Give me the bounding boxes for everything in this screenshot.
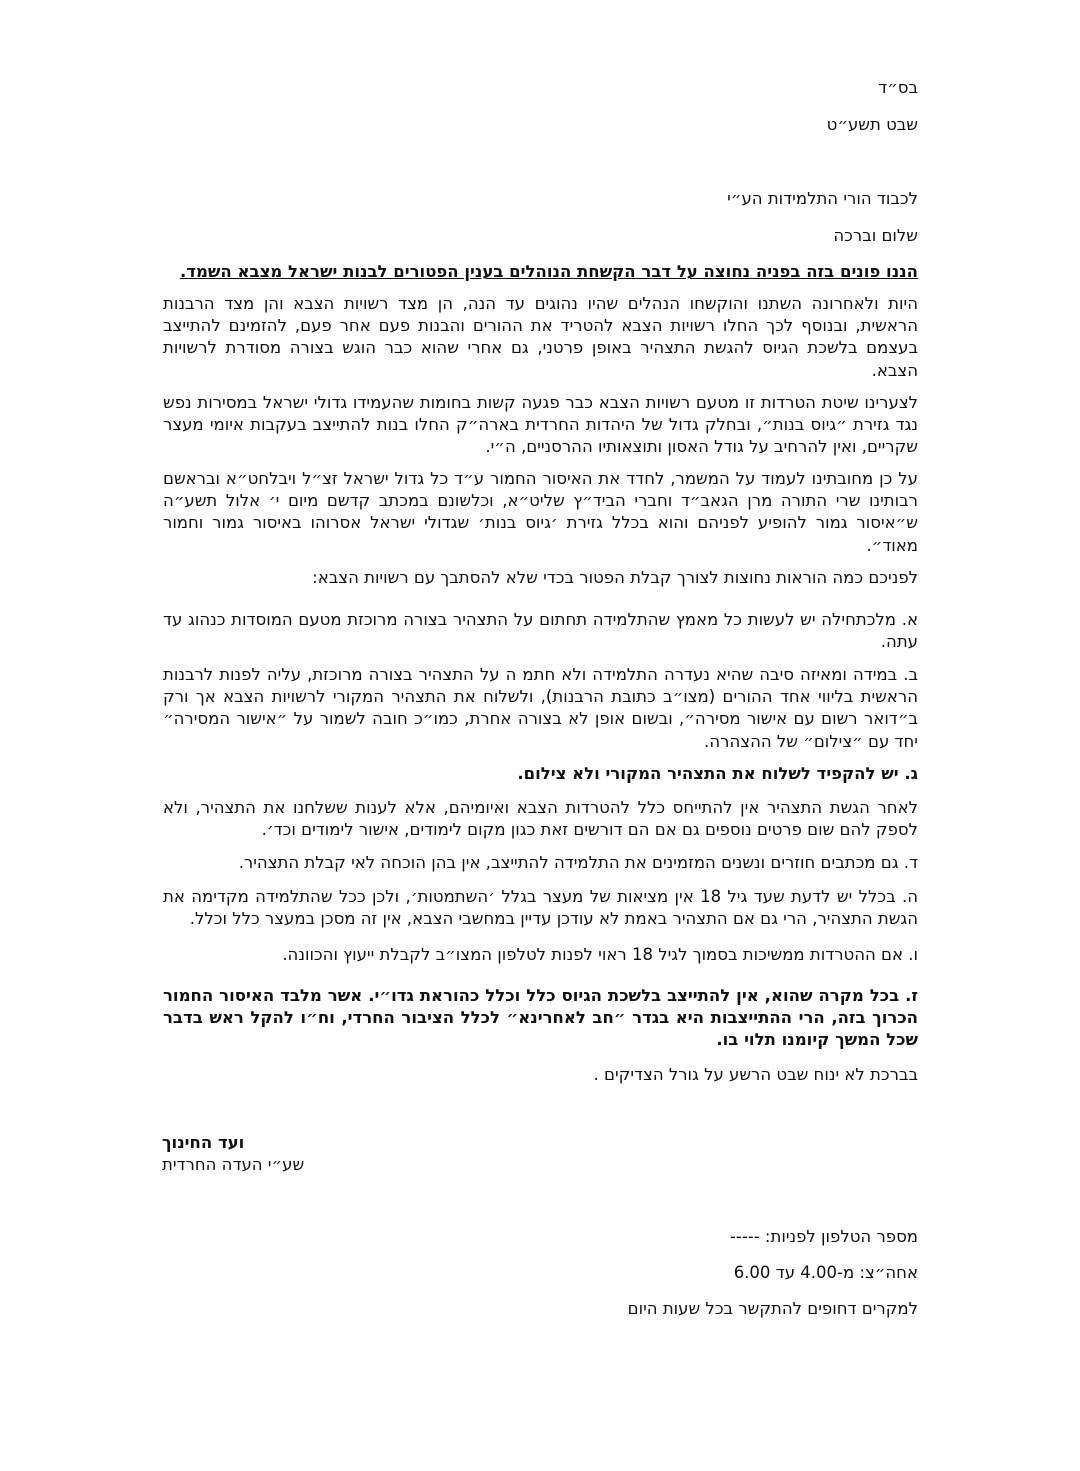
instruction-b: ב. במידה ומאיזה סיבה שהיא נעדרה התלמידה ולא חתמ ה על התצהיר בצורה מרוכזת, עליה לפנות לרבנות הראשית בליווי אחד ההורים (מצו״ב כתובת הרבנות), ולשלוח את התצהיר המקורי לרשויות הצבא אך ורק ב״דואר רשום עם אישור מסירה״, ובשום אופן לא בצורה אחרת, כמו״כ חובה לשמור על ״אישור המסירה״ יחד עם ״צילום״ של ההצהרה.: [163, 665, 918, 751]
instruction-e: ה. בכלל יש לדעת שעד גיל 18 אין מציאות של מעצר בגלל ׳השתמטות׳, ולכן ככל שהתלמידה מקדימה את הגשת התצהיר, הרי גם אם התצהיר באמת לא עודכן עדיין במחשבי הצבא, אין זה מסכן במעצר כלל וכלל.: [163, 887, 918, 929]
instruction-c: ג. יש להקפיד לשלוח את התצהיר המקורי ולא צילום.: [517, 764, 918, 783]
instruction-c-followup: לאחר הגשת התצהיר אין להתייחס כלל להטרדות הצבא ואיומיהם, אלא לענות ששלחנו את התצהיר, ולא לספק להם שום פרטים נוספים גם אם הם דורשים זאת כגון מקום לימודים, אישור לימודים וכד׳.: [163, 798, 918, 840]
greeting: שלום וברכה: [833, 226, 918, 245]
paragraph-2: לצערינו שיטת הטרדות זו מטעם רשויות הצבא כבר פגעה קשות בחומות שהעמידו גדולי ישראל במסירות נפש נגד גזירת ״גיוס בנות״, ובחלק גדול של היהדות החרדית בארה״ק החלו בנות להתייצב בעקבות איומי מעצר שקריים, ואין להרחיב על גודל האסון ותוצאותיו ההרסניים, ה״י.: [163, 393, 918, 457]
instruction-f: ו. אם ההטרדות ממשיכות בסמוך לגיל 18 ראוי לפנות לטלפון המצו״ב לקבלת ייעוץ והכוונה.: [282, 945, 918, 964]
contact-phone: מספר הטלפון לפניות: -----: [729, 1227, 918, 1246]
bsd-header: בס״ד: [878, 78, 918, 97]
subject-line: הננו פונים בזה בפניה נחוצה על דבר הקשחת הנוהלים בענין הפטורים לבנות ישראל מצבא השמד.: [180, 262, 918, 281]
contact-urgent: למקרים דחופים להתקשר בכל שעות היום: [627, 1299, 918, 1318]
paragraph-3: על כן מחובתינו לעמוד על המשמר, לחדד את האיסור החמור ע״ד כל גדול ישראל זצ״ל ויבלחט״א ובראשם רבותינו שרי התורה מרן הגאב״ד וחברי הביד״ץ שליט״א, וכלשונם במכתב קדשם מיום י׳ אלול תשע״ה ש״איסור גמור להופיע לפניהם והוא בכלל גזירת ׳גיוס בנות׳ שגדולי ישראל אסרוהו באיסור גמור וחמור מאוד״.: [163, 469, 918, 555]
paragraph-1: היות ולאחרונה השתנו והוקשחו הנהלים שהיו נהוגים עד הנה, הן מצד רשויות הצבא והן מצד הרבנות הראשית, ובנוסף לכך החלו רשויות הצבא להטריד את ההורים והבנות פעם אחר פעם, להזמינם להתייצב בעצמם בלשכת הגיוס להגשת התצהיר באופן פרטני, גם אחרי שהוא כבר הוגש בצורה מסודרת לרשויות הצבא.: [163, 294, 918, 380]
signature-org: שע״י העדה החרדית: [162, 1155, 305, 1174]
instruction-d: ד. גם מכתבים חוזרים ונשנים המזמינים את התלמידה להתייצב, אין בהן הוכחה לאי קבלת התצהיר.: [238, 853, 918, 872]
signature-name: ועד החינוך: [162, 1133, 245, 1152]
instruction-a: א. מלכתחילה יש לעשות כל מאמץ שהתלמידה תחתום על התצהיר בצורה מרוכזת מטעם המוסדות כנהוג עד עתה.: [163, 610, 918, 652]
paragraph-4: לפניכם כמה הוראות נחוצות לצורך קבלת הפטור בכדי שלא להסתבך עם רשויות הצבא:: [312, 568, 918, 587]
letter-date: שבט תשע״ט: [826, 115, 918, 134]
contact-hours: אחה״צ: מ-4.00 עד 6.00: [733, 1263, 918, 1282]
addressee: לכבוד הורי התלמידות הע״י: [727, 189, 918, 208]
closing-blessing: בברכת לא ינוח שבט הרשע על גורל הצדיקים .: [593, 1065, 918, 1084]
instruction-g: ז. בכל מקרה שהוא, אין להתייצב בלשכת הגיוס כלל וכלל כהוראת גדו״י. אשר מלבד האיסור החמור הכרוך בזה, הרי ההתייצבות היא בגדר ״חב לאחרינא״ לכלל הציבור החרדי, וח״ו להקל ראש בדבר שכל המשך קיומנו תלוי בו.: [163, 986, 918, 1050]
